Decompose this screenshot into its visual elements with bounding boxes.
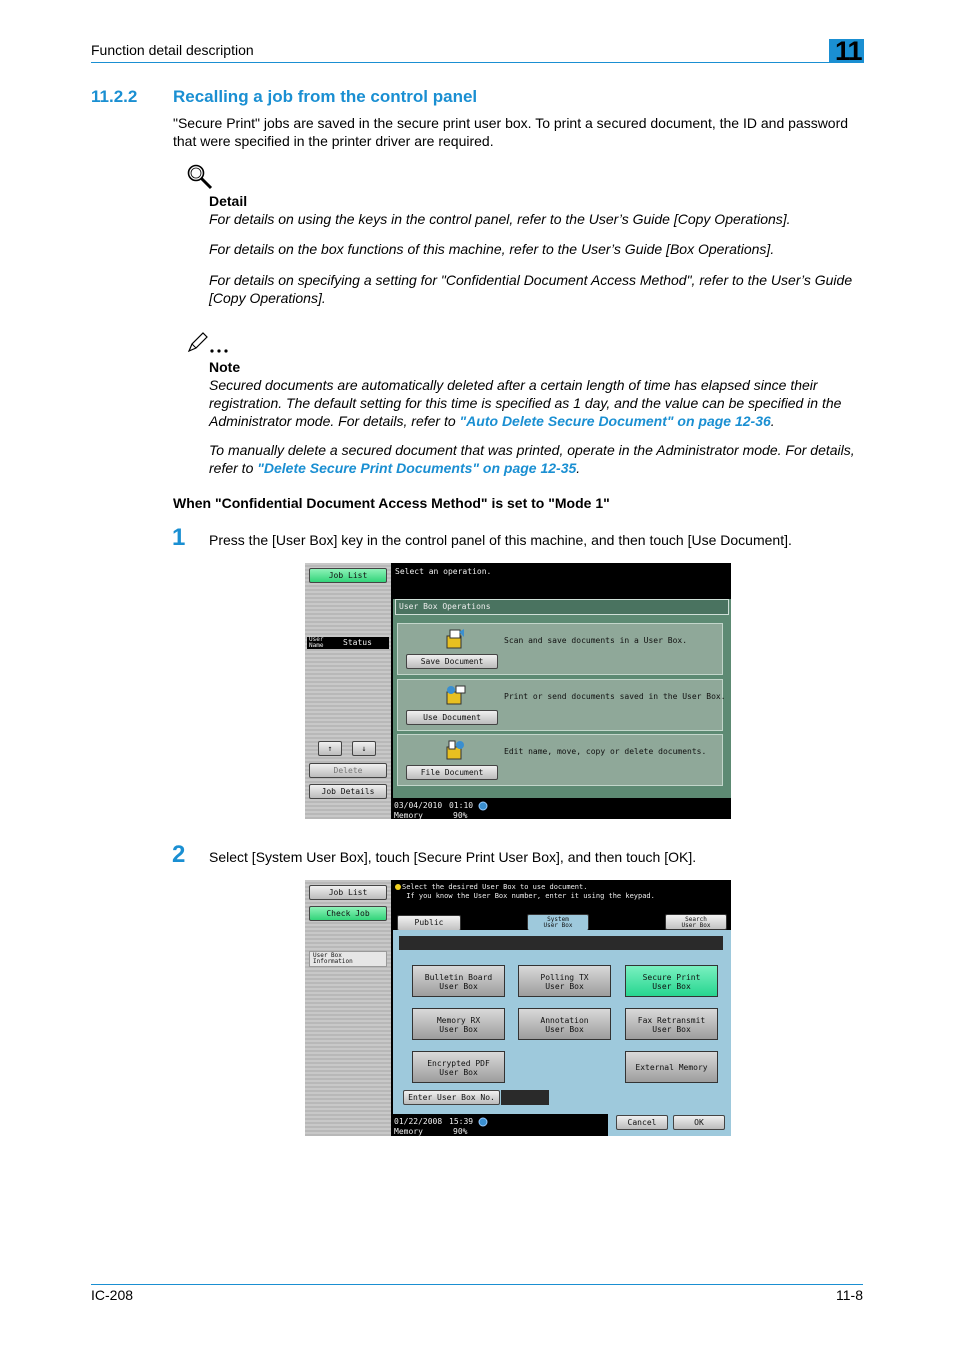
status-time: 01:10 [449, 801, 474, 810]
file-document-desc: Edit name, move, copy or delete documents. [504, 747, 707, 756]
hint-bulb-icon [394, 883, 402, 891]
user-box-selection-screen [305, 880, 731, 1136]
footer-rule [91, 1284, 863, 1285]
user-box-operations-screen [305, 563, 731, 819]
save-document-icon [444, 628, 466, 650]
fax-retransmit-user-box[interactable]: Fax Retransmit User Box [625, 1008, 718, 1040]
memory-rx-user-box[interactable]: Memory RX User Box [412, 1008, 505, 1040]
scroll-down-button[interactable]: ↓ [352, 741, 376, 756]
step-number-1: 1 [172, 524, 186, 551]
memory-label: Memory [394, 1127, 423, 1136]
delete-button[interactable]: Delete [309, 763, 387, 778]
action-bar [608, 1112, 731, 1136]
network-icon [478, 801, 488, 811]
save-document-desc: Scan and save documents in a User Box. [504, 636, 688, 645]
header-rule [91, 62, 863, 63]
section-number: 11.2.2 [91, 87, 138, 106]
user-box-info-label: User Box Information [313, 952, 353, 965]
intro-paragraph: "Secure Print" jobs are saved in the secure print user box. To print a secured document, the ID and password that were specified in the printer driver are required. [173, 115, 849, 149]
left-panel [305, 563, 391, 819]
operation-prompt: Select an operation. [395, 567, 492, 576]
memory-label: Memory [394, 811, 423, 819]
running-header: Function detail description [91, 42, 254, 58]
use-document-desc: Print or send documents saved in the User Box. [504, 692, 726, 701]
job-list-header [307, 637, 389, 649]
section-title: Recalling a job from the control panel [173, 87, 478, 106]
file-document-icon [444, 739, 466, 761]
status-time: 15:39 [449, 1117, 474, 1126]
detail-paragraph-2: For details on the box functions of this machine, refer to the User’s Guide [Box Operations]. [209, 241, 775, 257]
job-details-button[interactable]: Job Details [309, 784, 387, 799]
user-box-info-button[interactable] [309, 951, 387, 967]
box-list-bar [399, 936, 723, 950]
secure-print-user-box[interactable]: Secure Print User Box [625, 965, 718, 997]
operations-header [395, 599, 729, 615]
pencil-note-icon [186, 331, 232, 355]
file-document-button[interactable]: File Document [406, 765, 498, 780]
annotation-user-box[interactable]: Annotation User Box [518, 1008, 611, 1040]
magnifier-icon [186, 163, 214, 191]
use-document-button[interactable]: Use Document [406, 710, 498, 725]
cancel-button[interactable]: Cancel [616, 1115, 668, 1130]
chapter-number: 11 [835, 36, 862, 66]
step-text-2: Select [System User Box], touch [Secure Print User Box], and then touch [OK]. [209, 849, 697, 865]
user-name-column: User Name [309, 636, 324, 649]
footer-model: IC-208 [91, 1287, 134, 1303]
save-document-row [397, 623, 723, 675]
note-paragraph-1: Secured documents are automatically deleted after a certain length of time has elapsed since their registration. The default setting for this time is specified as 1 day, and the value can be specified in the Administrator mode. For details, refer to "Auto Delete Secure Document" on page 12-36. [209, 377, 842, 429]
network-icon [478, 1117, 488, 1127]
use-document-row [397, 679, 726, 731]
operations-title: User Box Operations [399, 602, 491, 611]
select-prompt: Select the desired User Box to use document. If you know the User Box number, enter it using the keypad. [402, 883, 655, 900]
auto-delete-link[interactable]: "Auto Delete Secure Document" on page 12-36 [459, 413, 771, 429]
note-label: Note [209, 359, 241, 375]
operations-panel [393, 599, 731, 798]
detail-label: Detail [209, 193, 248, 209]
save-document-button[interactable]: Save Document [406, 654, 498, 669]
detail-paragraph-1: For details on using the keys in the control panel, refer to the User’s Guide [Copy Operations]. [209, 211, 791, 227]
file-document-row [397, 734, 723, 786]
external-memory-box[interactable]: External Memory [625, 1051, 718, 1083]
detail-paragraph-3: For details on specifying a setting for "Confidential Document Access Method", refer to the User’s Guide [Copy Operations]. [209, 272, 853, 306]
user-box-no-field[interactable] [501, 1090, 549, 1105]
scroll-up-button[interactable]: ↑ [318, 741, 342, 756]
step-text-1: Press the [User Box] key in the control panel of this machine, and then touch [Use Document]. [209, 532, 792, 548]
job-list-button[interactable]: Job List [309, 568, 387, 583]
use-document-icon [444, 684, 466, 706]
status-bar [391, 799, 731, 819]
bulletin-board-user-box[interactable]: Bulletin Board User Box [412, 965, 505, 997]
job-list-button[interactable]: Job List [309, 885, 387, 900]
tab-system-user-box[interactable]: System User Box [527, 914, 589, 930]
encrypted-pdf-user-box[interactable]: Encrypted PDF User Box [412, 1051, 505, 1083]
note-paragraph-2: To manually delete a secured document that was printed, operate in the Administrator mode. For details, refer to "Delete Secure Print Documents" on page 12-35. [209, 442, 855, 476]
status-date: 01/22/2008 [394, 1117, 443, 1126]
subheading: When "Confidential Document Access Method" is set to "Mode 1" [173, 495, 610, 511]
tab-public[interactable]: Public [397, 915, 461, 931]
memory-value: 90% [453, 811, 468, 819]
status-date: 03/04/2010 [394, 801, 443, 810]
polling-tx-user-box[interactable]: Polling TX User Box [518, 965, 611, 997]
ok-button[interactable]: OK [673, 1115, 725, 1130]
search-user-box-button[interactable]: Search User Box [665, 914, 727, 930]
memory-value: 90% [453, 1127, 468, 1136]
system-user-box-panel [393, 930, 731, 1116]
step-number-2: 2 [172, 841, 186, 868]
enter-user-box-no-button[interactable]: Enter User Box No. [403, 1090, 500, 1105]
status-column: Status [343, 638, 372, 647]
delete-secure-link[interactable]: "Delete Secure Print Documents" on page 12-35 [257, 460, 577, 476]
footer-page-number: 11-8 [836, 1287, 863, 1303]
check-job-button[interactable]: Check Job [309, 906, 387, 921]
